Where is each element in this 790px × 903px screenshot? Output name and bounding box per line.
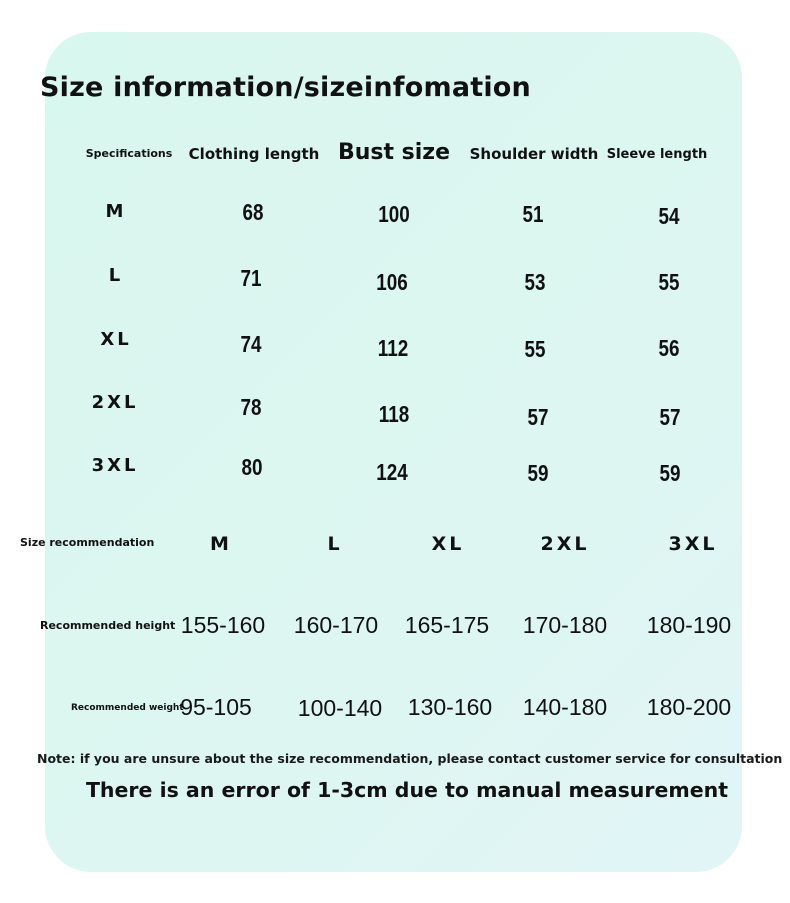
size-label-m: M	[105, 201, 127, 222]
table-cell: 100	[378, 201, 410, 227]
recommended-height-value: 165-175	[404, 612, 490, 638]
header-sleeve-length: Sleeve length	[606, 147, 708, 162]
table-cell: 68	[242, 199, 264, 225]
header-bust-size: Bust size	[337, 140, 451, 165]
measurement-error-note: There is an error of 1-3cm due to manual measurement	[85, 778, 729, 802]
table-cell: 59	[527, 460, 549, 486]
table-cell: 51	[522, 201, 544, 227]
size-label-l: L	[108, 265, 124, 286]
table-cell: 74	[240, 331, 262, 357]
recommended-size: 2XL	[540, 533, 590, 555]
recommended-size: 3XL	[668, 533, 718, 555]
size-recommendation-label: Size recommendation	[20, 536, 155, 549]
table-cell: 106	[376, 269, 408, 295]
table-cell: 80	[241, 454, 263, 480]
consultation-note: Note: if you are unsure about the size recommendation, please contact customer service for consultation	[37, 751, 783, 766]
recommended-size: XL	[431, 533, 465, 555]
recommended-weight-value: 95-105	[180, 694, 252, 720]
recommended-weight-label: Recommended weight	[71, 703, 184, 713]
size-label-3xl: 3XL	[91, 455, 139, 476]
header-specifications: Specifications	[85, 147, 173, 160]
recommended-height-value: 155-160	[180, 612, 266, 638]
recommended-height-label: Recommended height	[40, 619, 176, 632]
table-cell: 53	[524, 269, 546, 295]
header-clothing-length: Clothing length	[188, 145, 320, 163]
recommended-height-value: 170-180	[522, 612, 608, 638]
recommended-height-value: 180-190	[646, 612, 732, 638]
table-cell: 57	[659, 404, 681, 430]
table-cell: 55	[524, 336, 546, 362]
table-cell: 124	[376, 459, 408, 485]
size-label-xl: XL	[100, 329, 132, 350]
table-cell: 78	[240, 394, 262, 420]
table-cell: 54	[658, 203, 680, 229]
recommended-weight-value: 130-160	[407, 694, 493, 720]
recommended-size: L	[327, 533, 343, 555]
recommended-weight-value: 180-200	[646, 694, 732, 720]
table-cell: 57	[527, 404, 549, 430]
table-cell: 71	[240, 265, 262, 291]
recommended-size: M	[210, 533, 232, 555]
recommended-weight-value: 100-140	[297, 695, 383, 721]
page-title: Size information/sizeinfomation	[40, 72, 531, 103]
table-cell: 112	[377, 335, 409, 361]
table-cell: 55	[658, 269, 680, 295]
recommended-height-value: 160-170	[293, 612, 379, 638]
table-cell: 59	[659, 460, 681, 486]
header-shoulder-width: Shoulder width	[469, 145, 599, 163]
size-label-2xl: 2XL	[91, 392, 139, 413]
table-cell: 118	[378, 401, 410, 427]
table-cell: 56	[658, 335, 680, 361]
recommended-weight-value: 140-180	[522, 694, 608, 720]
